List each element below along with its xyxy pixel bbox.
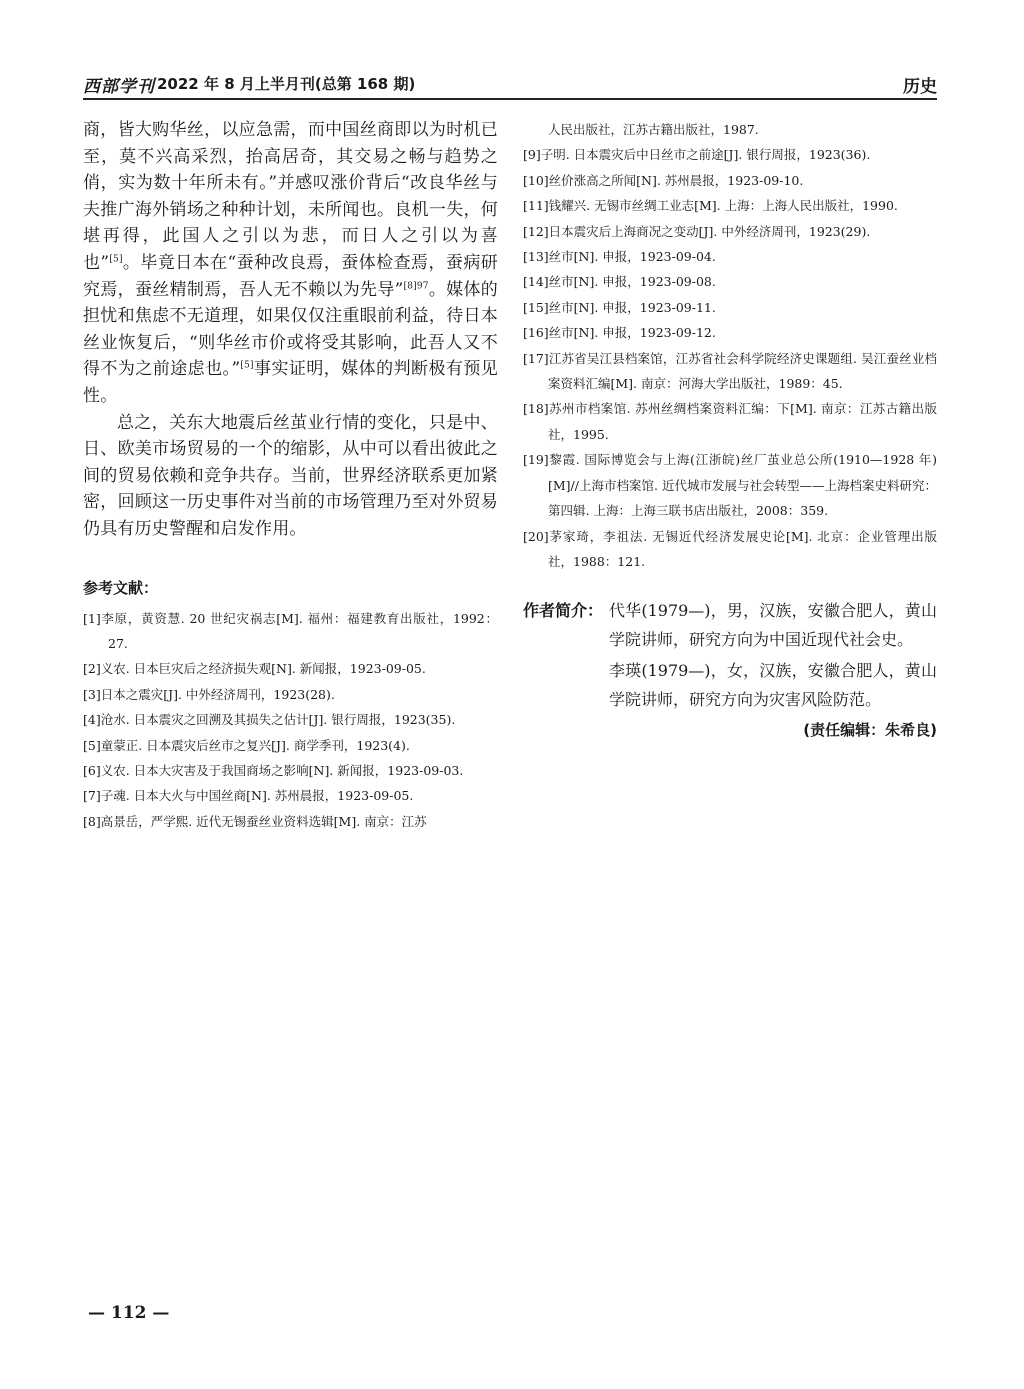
reference-item: [17]江苏省吴江县档案馆，江苏省社会科学院经济史课题组. 吴江蚕丝业档案资料汇编[M]. 南京：河海大学出版社，1989：45. <box>523 350 937 392</box>
reference-item: [15]丝市[N]. 申报，1923-09-11. <box>523 299 716 315</box>
responsible-editor: (责任编辑：朱希良) <box>803 721 937 740</box>
reference-list-left <box>83 606 498 835</box>
issue-info: 2022 年 8 月上半月刊(总第 168 期) <box>157 75 416 93</box>
author-bio-label: 作者简介： <box>523 601 604 621</box>
reference-item: [20]茅家琦，李祖法. 无锡近代经济发展史论[M]. 北京：企业管理出版社，1988：121. <box>523 528 937 569</box>
citation: [8]97 <box>403 280 429 291</box>
reference-continuation: 人民出版社，江苏古籍出版社，1987. <box>548 122 759 137</box>
citation: [5] <box>240 360 254 371</box>
reference-item: [13]丝市[N]. 申报，1923-09-04. <box>523 249 716 265</box>
author-bio <box>523 596 937 744</box>
references-heading: 参考文献： <box>83 578 159 597</box>
reference-item: [3]日本之震灾[J]. 中外经济周刊，1923(28). <box>83 686 335 702</box>
reference-item: [9]子明. 日本震灾后中日丝市之前途[J]. 银行周报，1923(36). <box>523 147 871 163</box>
reference-item: [7]子魂. 日本大火与中国丝商[N]. 苏州晨报，1923-09-05. <box>83 788 414 804</box>
reference-item: [19]黎霞. 国际博览会与上海(江浙皖)丝厂茧业总公所(1910—1928 年)[M]//上海市档案馆. 近代城市发展与社会转型——上海档案史料研究：第四辑. 上海：上海三联书店出版社，2008：359. <box>523 452 937 519</box>
paragraph-2: 总之，关东大地震后丝茧业行情的变化，只是中、日、欧美市场贸易的一个的缩影，从中可以看出彼此之间的贸易依赖和竞争共存。当前，世界经济联系更加紧密，回顾这一历史事件对当前的市场管理乃至对外贸易仍具有历史警醒和启发作用。 <box>83 412 498 539</box>
reference-item: [2]义农. 日本巨灾后之经济损失观[N]. 新闻报，1923-09-05. <box>83 661 426 677</box>
reference-item: [8]高景岳，严学熙. 近代无锡蚕丝业资料选辑[M]. 南京：江苏 <box>83 813 427 829</box>
reference-list-right <box>523 117 937 574</box>
left-column <box>83 117 498 834</box>
reference-item: [6]义农. 日本大灾害及于我国商场之影响[N]. 新闻报，1923-09-03. <box>83 762 464 778</box>
journal-logo: 西部学刊 <box>83 77 155 97</box>
reference-item: [5]童蒙正. 日本震灾后丝市之复兴[J]. 商学季刊，1923(4). <box>83 737 410 753</box>
reference-item: [18]苏州市档案馆. 苏州丝绸档案资料汇编：下[M]. 南京：江苏古籍出版社，1995. <box>523 401 937 442</box>
body-text <box>83 117 498 543</box>
author-entry: 代华(1979—)，男，汉族，安徽合肥人，黄山学院讲师，研究方向为中国近现代社会史。 <box>609 601 937 650</box>
reference-item: [14]丝市[N]. 申报，1923-09-08. <box>523 274 716 290</box>
reference-item: [11]钱耀兴. 无锡市丝绸工业志[M]. 上海：上海人民出版社，1990. <box>523 198 898 214</box>
section-title: 历史 <box>903 77 937 97</box>
reference-item: [1]李原，黄资慧. 20 世纪灾祸志[M]. 福州：福建教育出版社，1992：27. <box>83 610 498 651</box>
page-number: — 112 — <box>88 1303 170 1323</box>
reference-item: [4]沧水. 日本震灾之回溯及其损失之估计[J]. 银行周报，1923(35). <box>83 712 456 728</box>
author-entry: 李瑛(1979—)，女，汉族，安徽合肥人，黄山学院讲师，研究方向为灾害风险防范。 <box>609 661 937 710</box>
reference-item: [12]日本震灾后上海商况之变动[J]. 中外经济周刊，1923(29). <box>523 223 871 239</box>
page-header <box>83 70 937 100</box>
paragraph-1: 商，皆大购华丝，以应急需，而中国丝商即以为时机已至，莫不兴高采烈，抬高居奇，其交易之畅与趋势之俏，实为数十年所未有。”并感叹涨价背后“改良华丝与夫推广海外销场之种种计划，未所闻也。良机一失，何堪再得，此国人之引以为悲，而日人之引以为喜也”[5]。毕竟日本在“蚕种改良焉，蚕体检查焉，蚕病研究焉，蚕丝精制焉，吾人无不赖以为先导”$^{[8]97}$。媒体的担忧和焦虑不无道理，如果仅仅注重眼前利益，待日本丝业恢复后，“则华丝市价或将受其影响，此吾人又不得不为之前途虑也。”[5]事实证明，媒体的判断极有预见性。 <box>83 120 498 406</box>
reference-item: [16]丝市[N]. 申报，1923-09-12. <box>523 325 716 341</box>
reference-item: [10]丝价涨高之所闻[N]. 苏州晨报，1923-09-10. <box>523 172 804 188</box>
citation: [5] <box>109 254 123 265</box>
author-entries <box>609 596 937 714</box>
right-column <box>523 117 937 744</box>
